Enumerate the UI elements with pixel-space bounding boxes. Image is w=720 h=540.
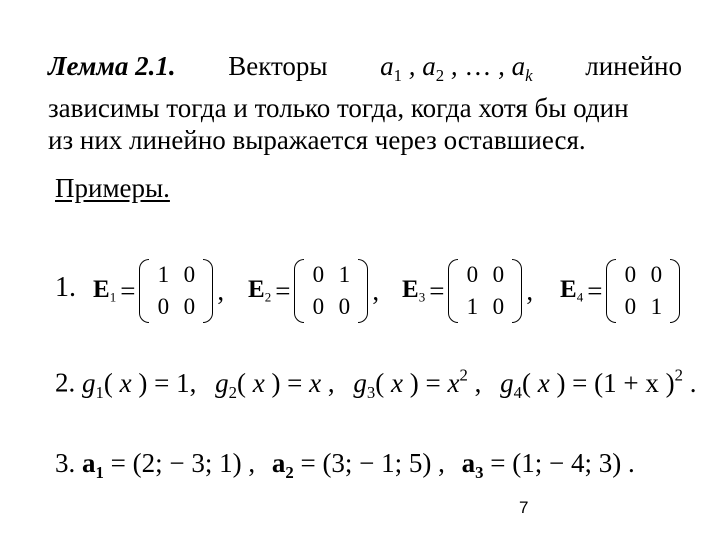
word-linearly: линейно <box>585 51 682 81</box>
lemma-title: Лемма 2.1. <box>48 51 176 81</box>
a1-vector: $a_1 = (2$; − 3; 1) , <box>82 448 256 482</box>
word-vectors: Векторы <box>228 51 328 81</box>
example-1-number: 1. <box>55 272 76 303</box>
g4-formula: $g_4$( x ) = (1 + x )$^2$ . <box>500 365 697 402</box>
lemma-line-1 <box>48 50 682 92</box>
matrix-e1: $E_1$ = 1 0 0 0 , <box>93 258 224 324</box>
example-2-line <box>55 365 697 403</box>
example-3-line <box>55 448 635 483</box>
examples-heading: Примеры. <box>55 173 170 203</box>
example-2-number: 2. <box>55 367 76 398</box>
matrix-body: 0 0 1 0 <box>448 259 522 323</box>
matrix-body: 0 0 0 1 <box>606 259 680 323</box>
a3-vector: $a_3 = (1$; − 4; 3) . <box>461 448 635 482</box>
lemma-line-2: зависимы тогда и только тогда, когда хотя бы один <box>48 92 629 123</box>
g2-formula: $g_2$( x ) = x , <box>215 367 335 402</box>
a2-vector: $a_2 = (3$; − 1; 5) , <box>271 448 445 482</box>
g3-formula: $g_3$( x ) = $x^2$ , <box>353 365 482 402</box>
lemma-line-3: из них линейно выражается через оставшиеся. <box>48 124 586 155</box>
vector-list: $a_1$ , $a_2$ , … , $a_k$ <box>380 51 533 85</box>
matrix-e3: $E_3$ = 0 0 1 0 , <box>402 258 533 324</box>
lemma-paragraph <box>48 50 682 156</box>
matrix-body: 0 1 0 0 <box>294 259 368 323</box>
matrix-label: $E_1$ <box>93 276 117 305</box>
matrix-label: $E_2$ <box>248 276 272 305</box>
g1-formula: $g_1$( x ) = 1, <box>82 367 197 402</box>
matrix-e4: $E_4$ = 0 0 0 1 <box>560 258 680 324</box>
matrix-label: $E_3$ <box>402 276 426 305</box>
matrix-body: 1 0 0 0 <box>139 259 213 323</box>
matrix-label: $E_4$ <box>560 276 584 305</box>
example-3-number: 3. <box>55 448 76 478</box>
page-number: 7 <box>519 498 529 517</box>
matrix-e2: $E_2$ = 0 1 0 0 , <box>248 258 379 324</box>
